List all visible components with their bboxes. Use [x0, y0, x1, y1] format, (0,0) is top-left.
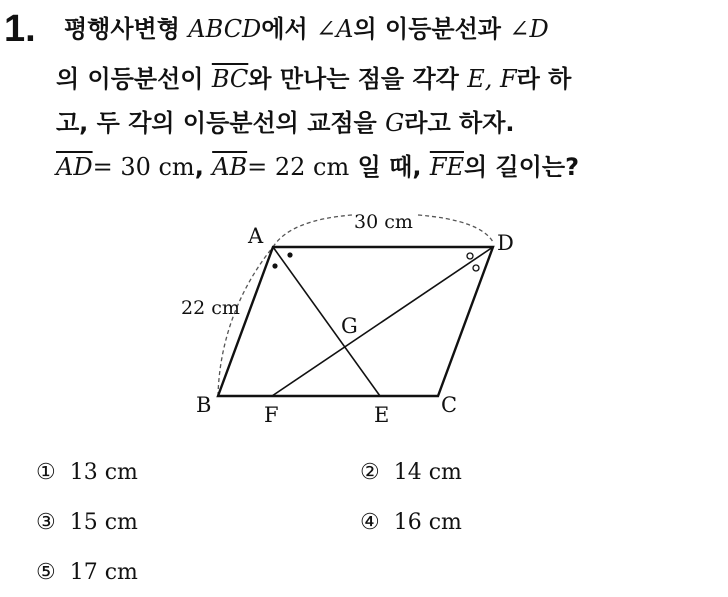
label-g: G — [341, 314, 358, 338]
choice-5[interactable] — [36, 560, 138, 585]
math: ∠D — [509, 15, 549, 43]
choice-mark: ① — [36, 460, 56, 485]
math: ∠A — [316, 15, 354, 43]
label-d: D — [497, 231, 514, 255]
question-line-3 — [56, 108, 515, 138]
math: = 30 cm — [92, 153, 195, 181]
angle-mark-circle — [467, 253, 473, 259]
text: 의 이등분선과 — [353, 15, 510, 43]
label-a: A — [248, 224, 264, 248]
label-ab-length: 22 cm — [181, 297, 240, 319]
choice-text: 16 cm — [393, 510, 462, 535]
choice-2[interactable] — [360, 460, 462, 485]
parallelogram-figure — [160, 205, 540, 435]
choice-1[interactable] — [36, 460, 138, 485]
math: E, F — [467, 65, 517, 93]
angle-mark-dot — [287, 252, 292, 257]
choice-mark: ④ — [360, 510, 380, 535]
choice-mark: ⑤ — [36, 560, 56, 585]
label-ad-length: 30 cm — [354, 211, 413, 233]
text: 라고 하자. — [404, 109, 515, 137]
bisector-a — [273, 247, 380, 396]
label-f: F — [264, 403, 279, 427]
question-line-4 — [56, 152, 579, 182]
math: $\overline{AD}$ — [56, 153, 93, 181]
math: $\overline{AB}$ — [212, 153, 248, 181]
ad-arc-right — [418, 215, 493, 242]
text: 라 하 — [516, 65, 572, 93]
text: 와 만나는 점을 각각 — [248, 65, 468, 93]
text: 의 이등분선이 — [56, 65, 212, 93]
question-number: 1. — [4, 8, 36, 50]
choice-text: 13 cm — [69, 460, 138, 485]
text: 에서 — [261, 15, 317, 43]
choice-text: 17 cm — [69, 560, 138, 585]
text: 고, 두 각의 이등분선의 교점을 — [56, 109, 386, 137]
label-c: C — [441, 393, 458, 417]
math: ABCD — [188, 15, 262, 43]
text: , — [194, 153, 213, 181]
label-b: B — [196, 393, 212, 417]
math: = 22 cm — [247, 153, 350, 181]
text: 의 길이는? — [463, 153, 579, 181]
text: 평행사변형 — [64, 15, 189, 43]
question-line-2 — [56, 64, 571, 94]
math: $\overline{BC}$ — [211, 65, 249, 93]
choice-text: 15 cm — [69, 510, 138, 535]
text: 일 때, — [349, 153, 430, 181]
choice-4[interactable] — [360, 510, 462, 535]
label-e: E — [374, 403, 390, 427]
choice-mark: ② — [360, 460, 380, 485]
math: G — [385, 109, 405, 137]
angle-mark-dot — [272, 263, 277, 268]
bisector-d — [272, 247, 493, 396]
angle-mark-circle — [473, 265, 479, 271]
choice-mark: ③ — [36, 510, 56, 535]
choice-text: 14 cm — [393, 460, 462, 485]
ad-arc-left — [273, 215, 352, 247]
choice-3[interactable] — [36, 510, 138, 535]
question-line-1 — [64, 14, 549, 44]
math: $\overline{FE}$ — [429, 153, 464, 181]
